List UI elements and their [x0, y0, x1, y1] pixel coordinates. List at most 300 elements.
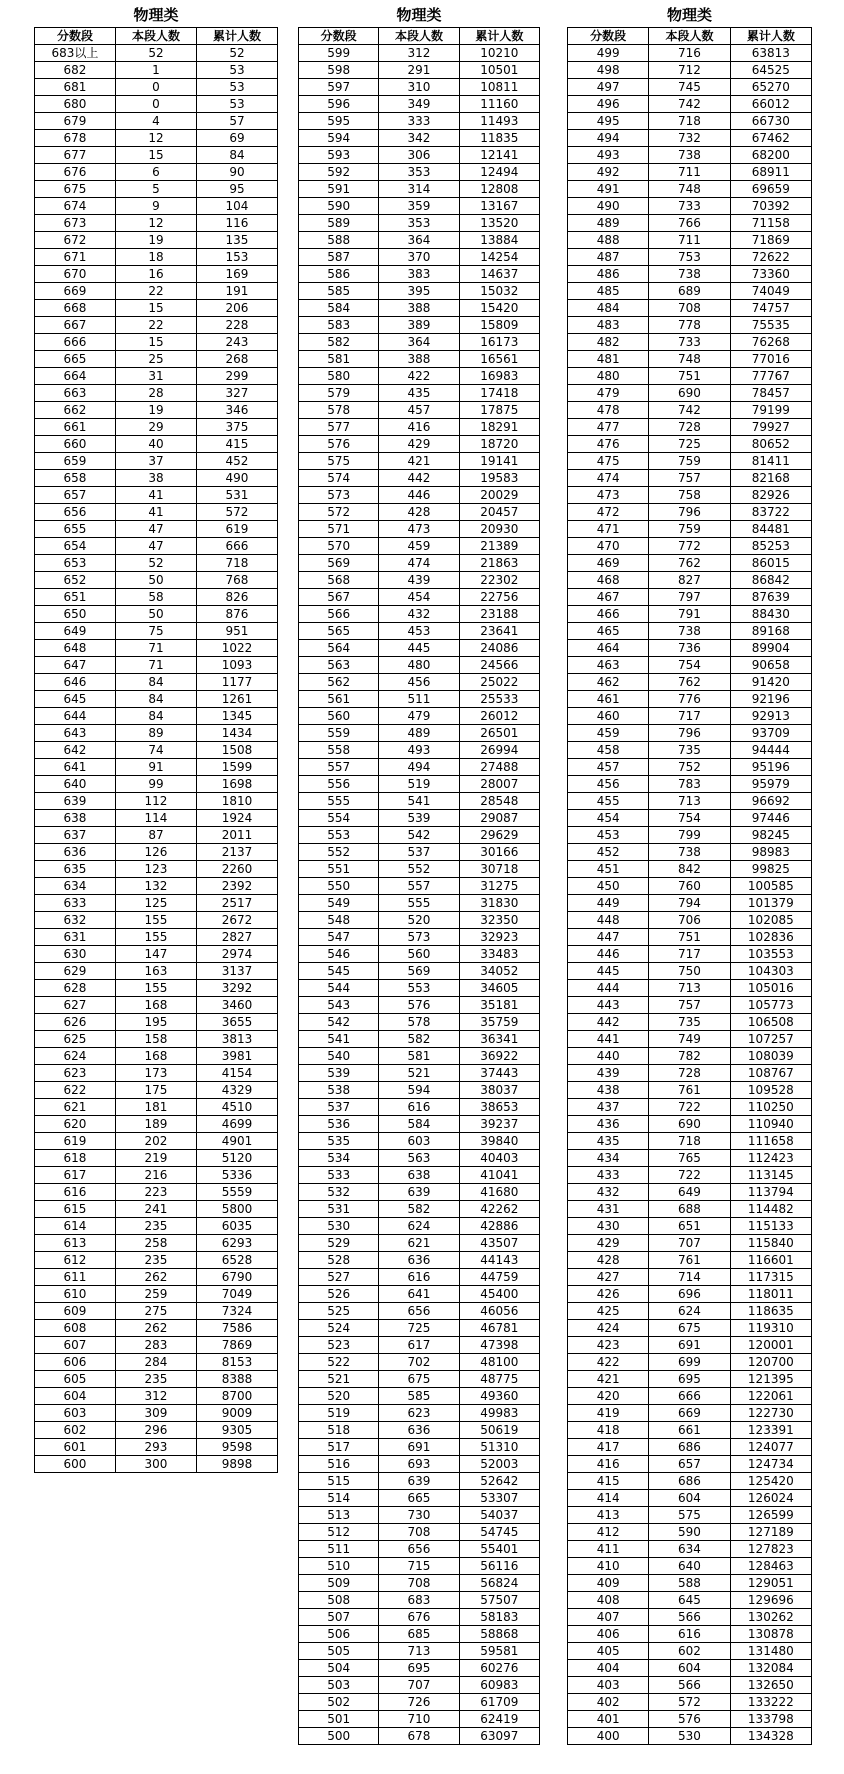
cell-score-range: 537: [299, 1099, 379, 1116]
table-row: [568, 1286, 812, 1303]
table-row: [299, 215, 540, 232]
cell-cumulative-count: 130878: [730, 1626, 811, 1643]
table-row: [35, 402, 278, 419]
cell-score-range: 586: [299, 266, 379, 283]
cell-cumulative-count: 98983: [730, 844, 811, 861]
cell-cumulative-count: 2517: [196, 895, 277, 912]
table-row: [299, 742, 540, 759]
cell-segment-count: 132: [115, 878, 196, 895]
table-row: [568, 1388, 812, 1405]
cell-segment-count: 718: [649, 113, 730, 130]
cell-cumulative-count: 21863: [459, 555, 539, 572]
cell-segment-count: 19: [115, 402, 196, 419]
header-cumulative-count: 累计人数: [459, 28, 539, 45]
cell-cumulative-count: 52642: [459, 1473, 539, 1490]
cell-score-range: 503: [299, 1677, 379, 1694]
cell-segment-count: 758: [649, 487, 730, 504]
cell-cumulative-count: 4329: [196, 1082, 277, 1099]
cell-segment-count: 782: [649, 1048, 730, 1065]
table-row: [299, 368, 540, 385]
cell-cumulative-count: 73360: [730, 266, 811, 283]
cell-segment-count: 189: [115, 1116, 196, 1133]
cell-score-range: 651: [35, 589, 116, 606]
table-row: [568, 300, 812, 317]
cell-score-range: 624: [35, 1048, 116, 1065]
table-row: [35, 266, 278, 283]
cell-segment-count: 566: [649, 1609, 730, 1626]
cell-cumulative-count: 1177: [196, 674, 277, 691]
cell-score-range: 443: [568, 997, 649, 1014]
cell-segment-count: 602: [649, 1643, 730, 1660]
cell-score-range: 546: [299, 946, 379, 963]
cell-cumulative-count: 41041: [459, 1167, 539, 1184]
cell-cumulative-count: 107257: [730, 1031, 811, 1048]
cell-segment-count: 636: [379, 1422, 459, 1439]
cell-segment-count: 155: [115, 929, 196, 946]
table-row: [35, 130, 278, 147]
cell-cumulative-count: 49983: [459, 1405, 539, 1422]
cell-segment-count: 735: [649, 742, 730, 759]
cell-cumulative-count: 13884: [459, 232, 539, 249]
cell-segment-count: 661: [649, 1422, 730, 1439]
table-row: [35, 1235, 278, 1252]
cell-segment-count: 708: [379, 1575, 459, 1592]
table-row: [299, 96, 540, 113]
table-row: [35, 1303, 278, 1320]
cell-score-range: 619: [35, 1133, 116, 1150]
cell-score-range: 591: [299, 181, 379, 198]
cell-segment-count: 711: [649, 232, 730, 249]
header-segment-count: 本段人数: [649, 28, 730, 45]
table-row: [299, 62, 540, 79]
table-row: [299, 1405, 540, 1422]
header-cumulative-count: 累计人数: [730, 28, 811, 45]
cell-score-range: 468: [568, 572, 649, 589]
table-row: [568, 1422, 812, 1439]
cell-cumulative-count: 6293: [196, 1235, 277, 1252]
table-row: [35, 946, 278, 963]
cell-segment-count: 827: [649, 572, 730, 589]
cell-segment-count: 445: [379, 640, 459, 657]
cell-score-range: 416: [568, 1456, 649, 1473]
table-row: [299, 521, 540, 538]
table-row: [568, 640, 812, 657]
cell-cumulative-count: 40403: [459, 1150, 539, 1167]
cell-cumulative-count: 133222: [730, 1694, 811, 1711]
cell-segment-count: 241: [115, 1201, 196, 1218]
cell-segment-count: 751: [649, 929, 730, 946]
cell-cumulative-count: 15032: [459, 283, 539, 300]
cell-segment-count: 1: [115, 62, 196, 79]
cell-cumulative-count: 101379: [730, 895, 811, 912]
cell-score-range: 493: [568, 147, 649, 164]
cell-cumulative-count: 41680: [459, 1184, 539, 1201]
cell-segment-count: 474: [379, 555, 459, 572]
cell-segment-count: 453: [379, 623, 459, 640]
cell-segment-count: 18: [115, 249, 196, 266]
cell-score-range: 429: [568, 1235, 649, 1252]
cell-cumulative-count: 132084: [730, 1660, 811, 1677]
table-row: [299, 1082, 540, 1099]
cell-segment-count: 41: [115, 504, 196, 521]
cell-segment-count: 306: [379, 147, 459, 164]
cell-cumulative-count: 9009: [196, 1405, 277, 1422]
cell-score-range: 626: [35, 1014, 116, 1031]
cell-segment-count: 439: [379, 572, 459, 589]
cell-score-range: 441: [568, 1031, 649, 1048]
table-row: [299, 266, 540, 283]
cell-segment-count: 480: [379, 657, 459, 674]
cell-cumulative-count: 2672: [196, 912, 277, 929]
cell-score-range: 557: [299, 759, 379, 776]
cell-segment-count: 604: [649, 1490, 730, 1507]
cell-segment-count: 730: [379, 1507, 459, 1524]
cell-cumulative-count: 28548: [459, 793, 539, 810]
table-row: [568, 1541, 812, 1558]
table-row: [568, 657, 812, 674]
cell-score-range: 567: [299, 589, 379, 606]
cell-cumulative-count: 84: [196, 147, 277, 164]
cell-score-range: 533: [299, 1167, 379, 1184]
cell-cumulative-count: 104: [196, 198, 277, 215]
table-row: [299, 385, 540, 402]
cell-cumulative-count: 8700: [196, 1388, 277, 1405]
cell-cumulative-count: 55401: [459, 1541, 539, 1558]
table-row: [299, 878, 540, 895]
cell-cumulative-count: 110250: [730, 1099, 811, 1116]
cell-score-range: 615: [35, 1201, 116, 1218]
table-row: [35, 300, 278, 317]
table-row: [299, 1660, 540, 1677]
cell-segment-count: 584: [379, 1116, 459, 1133]
header-row: [568, 28, 812, 45]
cell-cumulative-count: 116601: [730, 1252, 811, 1269]
cell-score-range: 630: [35, 946, 116, 963]
cell-cumulative-count: 14254: [459, 249, 539, 266]
table-row: [568, 521, 812, 538]
table-row: [568, 912, 812, 929]
cell-score-range: 551: [299, 861, 379, 878]
cell-score-range: 501: [299, 1711, 379, 1728]
cell-score-range: 455: [568, 793, 649, 810]
cell-score-range: 515: [299, 1473, 379, 1490]
cell-segment-count: 649: [649, 1184, 730, 1201]
cell-score-range: 469: [568, 555, 649, 572]
cell-cumulative-count: 22756: [459, 589, 539, 606]
cell-segment-count: 712: [649, 62, 730, 79]
table-row: [299, 623, 540, 640]
cell-score-range: 427: [568, 1269, 649, 1286]
table-row: [35, 147, 278, 164]
table-row: [35, 62, 278, 79]
table-row: [299, 1286, 540, 1303]
cell-cumulative-count: 120700: [730, 1354, 811, 1371]
cell-score-range: 590: [299, 198, 379, 215]
cell-segment-count: 722: [649, 1099, 730, 1116]
table-row: [35, 793, 278, 810]
table-row: [299, 1320, 540, 1337]
cell-segment-count: 333: [379, 113, 459, 130]
cell-cumulative-count: 191: [196, 283, 277, 300]
cell-segment-count: 168: [115, 997, 196, 1014]
cell-cumulative-count: 876: [196, 606, 277, 623]
cell-cumulative-count: 826: [196, 589, 277, 606]
cell-cumulative-count: 131480: [730, 1643, 811, 1660]
cell-cumulative-count: 18291: [459, 419, 539, 436]
cell-cumulative-count: 718: [196, 555, 277, 572]
table-row: [299, 147, 540, 164]
cell-cumulative-count: 2827: [196, 929, 277, 946]
cell-score-range: 425: [568, 1303, 649, 1320]
cell-score-range: 467: [568, 589, 649, 606]
cell-score-range: 659: [35, 453, 116, 470]
table-row: [299, 929, 540, 946]
table-row: [568, 946, 812, 963]
cell-score-range: 559: [299, 725, 379, 742]
cell-segment-count: 353: [379, 215, 459, 232]
cell-cumulative-count: 572: [196, 504, 277, 521]
cell-score-range: 417: [568, 1439, 649, 1456]
cell-cumulative-count: 135: [196, 232, 277, 249]
cell-cumulative-count: 37443: [459, 1065, 539, 1082]
cell-score-range: 647: [35, 657, 116, 674]
cell-cumulative-count: 5120: [196, 1150, 277, 1167]
cell-score-range: 508: [299, 1592, 379, 1609]
cell-score-range: 596: [299, 96, 379, 113]
cell-score-range: 653: [35, 555, 116, 572]
cell-score-range: 598: [299, 62, 379, 79]
cell-segment-count: 603: [379, 1133, 459, 1150]
cell-segment-count: 691: [379, 1439, 459, 1456]
table-row: [35, 929, 278, 946]
cell-score-range: 426: [568, 1286, 649, 1303]
cell-segment-count: 163: [115, 963, 196, 980]
cell-cumulative-count: 13520: [459, 215, 539, 232]
cell-score-range: 643: [35, 725, 116, 742]
cell-segment-count: 754: [649, 657, 730, 674]
table-row: [568, 1490, 812, 1507]
cell-score-range: 518: [299, 1422, 379, 1439]
cell-cumulative-count: 35181: [459, 997, 539, 1014]
table-row: [568, 810, 812, 827]
cell-cumulative-count: 6790: [196, 1269, 277, 1286]
cell-cumulative-count: 490: [196, 470, 277, 487]
cell-segment-count: 582: [379, 1201, 459, 1218]
cell-segment-count: 457: [379, 402, 459, 419]
table-row: [568, 895, 812, 912]
cell-segment-count: 691: [649, 1337, 730, 1354]
cell-cumulative-count: 21389: [459, 538, 539, 555]
cell-score-range: 504: [299, 1660, 379, 1677]
cell-cumulative-count: 32350: [459, 912, 539, 929]
cell-cumulative-count: 116: [196, 215, 277, 232]
cell-segment-count: 582: [379, 1031, 459, 1048]
cell-cumulative-count: 26501: [459, 725, 539, 742]
cell-segment-count: 15: [115, 300, 196, 317]
cell-cumulative-count: 42886: [459, 1218, 539, 1235]
cell-segment-count: 383: [379, 266, 459, 283]
cell-segment-count: 0: [115, 79, 196, 96]
table-row: [299, 1116, 540, 1133]
cell-score-range: 661: [35, 419, 116, 436]
header-segment-count: 本段人数: [115, 28, 196, 45]
table-row: [35, 1269, 278, 1286]
cell-segment-count: 442: [379, 470, 459, 487]
cell-cumulative-count: 82168: [730, 470, 811, 487]
table-row: [35, 1065, 278, 1082]
table-row: [35, 1320, 278, 1337]
table-row: [299, 1184, 540, 1201]
cell-score-range: 627: [35, 997, 116, 1014]
cell-score-range: 564: [299, 640, 379, 657]
table-row: [568, 776, 812, 793]
cell-segment-count: 669: [649, 1405, 730, 1422]
cell-segment-count: 578: [379, 1014, 459, 1031]
cell-score-range: 553: [299, 827, 379, 844]
cell-cumulative-count: 12494: [459, 164, 539, 181]
cell-segment-count: 651: [649, 1218, 730, 1235]
cell-score-range: 679: [35, 113, 116, 130]
cell-cumulative-count: 9898: [196, 1456, 277, 1473]
cell-score-range: 682: [35, 62, 116, 79]
table-row: [568, 1014, 812, 1031]
cell-segment-count: 725: [649, 436, 730, 453]
cell-score-range: 566: [299, 606, 379, 623]
cell-score-range: 599: [299, 45, 379, 62]
cell-cumulative-count: 92913: [730, 708, 811, 725]
cell-score-range: 579: [299, 385, 379, 402]
cell-score-range: 660: [35, 436, 116, 453]
table-row: [299, 725, 540, 742]
cell-cumulative-count: 102836: [730, 929, 811, 946]
cell-cumulative-count: 93709: [730, 725, 811, 742]
table-row: [35, 113, 278, 130]
cell-cumulative-count: 113794: [730, 1184, 811, 1201]
table-row: [299, 844, 540, 861]
cell-score-range: 549: [299, 895, 379, 912]
table-row: [568, 759, 812, 776]
cell-score-range: 460: [568, 708, 649, 725]
score-table-panel-1: [34, 0, 278, 1473]
cell-cumulative-count: 1093: [196, 657, 277, 674]
table-row: [35, 164, 278, 181]
cell-cumulative-count: 71869: [730, 232, 811, 249]
cell-cumulative-count: 11493: [459, 113, 539, 130]
cell-score-range: 574: [299, 470, 379, 487]
table-row: [568, 1252, 812, 1269]
cell-cumulative-count: 4154: [196, 1065, 277, 1082]
cell-segment-count: 16: [115, 266, 196, 283]
cell-cumulative-count: 1434: [196, 725, 277, 742]
cell-segment-count: 710: [379, 1711, 459, 1728]
cell-cumulative-count: 44143: [459, 1252, 539, 1269]
cell-segment-count: 759: [649, 453, 730, 470]
cell-cumulative-count: 105016: [730, 980, 811, 997]
cell-score-range: 491: [568, 181, 649, 198]
cell-cumulative-count: 89904: [730, 640, 811, 657]
cell-cumulative-count: 38653: [459, 1099, 539, 1116]
cell-score-range: 470: [568, 538, 649, 555]
score-table-panel-3: [567, 0, 812, 1745]
cell-score-range: 539: [299, 1065, 379, 1082]
cell-cumulative-count: 114482: [730, 1201, 811, 1218]
cell-cumulative-count: 26012: [459, 708, 539, 725]
cell-segment-count: 623: [379, 1405, 459, 1422]
cell-score-range: 646: [35, 674, 116, 691]
cell-segment-count: 726: [379, 1694, 459, 1711]
table-row: [568, 487, 812, 504]
cell-segment-count: 235: [115, 1371, 196, 1388]
cell-score-range: 448: [568, 912, 649, 929]
cell-cumulative-count: 768: [196, 572, 277, 589]
cell-score-range: 675: [35, 181, 116, 198]
cell-segment-count: 645: [649, 1592, 730, 1609]
cell-segment-count: 736: [649, 640, 730, 657]
cell-score-range: 616: [35, 1184, 116, 1201]
table-row: [568, 674, 812, 691]
cell-score-range: 535: [299, 1133, 379, 1150]
cell-segment-count: 223: [115, 1184, 196, 1201]
table-row: [35, 878, 278, 895]
table-row: [568, 1473, 812, 1490]
cell-segment-count: 706: [649, 912, 730, 929]
cell-score-range: 452: [568, 844, 649, 861]
cell-score-range: 446: [568, 946, 649, 963]
cell-score-range: 471: [568, 521, 649, 538]
table-row: [299, 657, 540, 674]
cell-cumulative-count: 121395: [730, 1371, 811, 1388]
table-row: [568, 79, 812, 96]
cell-segment-count: 728: [649, 419, 730, 436]
cell-score-range: 576: [299, 436, 379, 453]
cell-segment-count: 766: [649, 215, 730, 232]
cell-segment-count: 762: [649, 674, 730, 691]
cell-cumulative-count: 76268: [730, 334, 811, 351]
cell-segment-count: 604: [649, 1660, 730, 1677]
cell-cumulative-count: 53307: [459, 1490, 539, 1507]
cell-cumulative-count: 415: [196, 436, 277, 453]
cell-segment-count: 638: [379, 1167, 459, 1184]
cell-cumulative-count: 130262: [730, 1609, 811, 1626]
table-row: [568, 1048, 812, 1065]
cell-segment-count: 753: [649, 249, 730, 266]
cell-cumulative-count: 124077: [730, 1439, 811, 1456]
cell-cumulative-count: 6035: [196, 1218, 277, 1235]
cell-cumulative-count: 1924: [196, 810, 277, 827]
table-row: [35, 1116, 278, 1133]
cell-score-range: 541: [299, 1031, 379, 1048]
cell-segment-count: 284: [115, 1354, 196, 1371]
cell-score-range: 404: [568, 1660, 649, 1677]
cell-score-range: 631: [35, 929, 116, 946]
cell-score-range: 411: [568, 1541, 649, 1558]
cell-score-range: 424: [568, 1320, 649, 1337]
cell-cumulative-count: 14637: [459, 266, 539, 283]
cell-score-range: 618: [35, 1150, 116, 1167]
cell-cumulative-count: 12808: [459, 181, 539, 198]
table-row: [299, 317, 540, 334]
cell-segment-count: 656: [379, 1303, 459, 1320]
cell-cumulative-count: 92196: [730, 691, 811, 708]
cell-score-range: 655: [35, 521, 116, 538]
cell-score-range: 499: [568, 45, 649, 62]
table-row: [35, 1048, 278, 1065]
cell-segment-count: 722: [649, 1167, 730, 1184]
cell-cumulative-count: 42262: [459, 1201, 539, 1218]
cell-segment-count: 530: [649, 1728, 730, 1745]
cell-score-range: 408: [568, 1592, 649, 1609]
cell-score-range: 497: [568, 79, 649, 96]
